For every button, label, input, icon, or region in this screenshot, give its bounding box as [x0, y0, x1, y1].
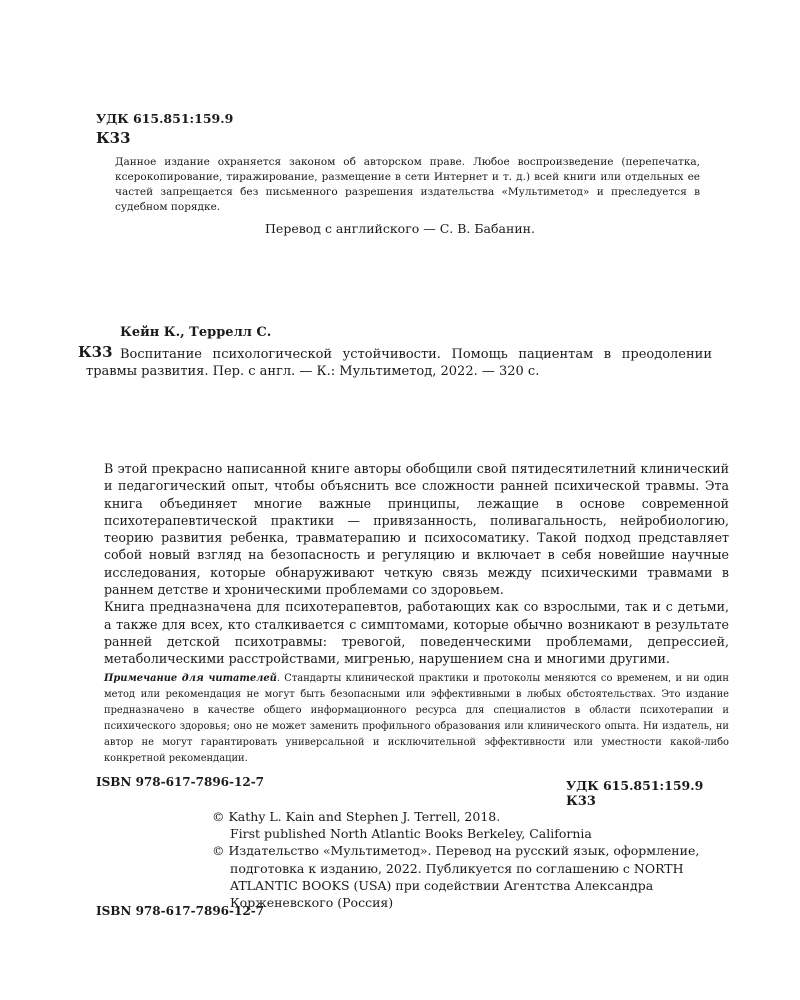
copyright-line: ATLANTIC BOOKS (USA) при содействии Агентства Александра: [230, 877, 654, 893]
biblio-author-mark: К33: [78, 343, 113, 361]
copyright-line: First published North Atlantic Books Berkeley, California: [230, 826, 592, 842]
copyright-line: Корженевского (Россия): [230, 895, 394, 911]
copyright-line: © Kathy L. Kain and Stephen J. Terrell, 2018.: [212, 809, 501, 824]
annotation-paragraph-2: Книга предназначена для психотерапевтов, работающих как со взрослыми, так и с детьми, а также для всех, кто сталкивается с симптомами, которые обычно возникают в результате ранней детской психотравмы: тревогой, поведенческими проблемами, депрессией, метаболическими расстройствами, мигренью, нарушением сна и многими другими.: [104, 599, 729, 667]
copyright-block: [212, 808, 700, 911]
annotation: [104, 460, 729, 668]
reader-note: [104, 671, 729, 767]
reader-note-text: . Стандарты клинической практики и протоколы меняются со временем, и ни один метод или рекомендация не могут быть безопасными или эффективными в любых обстоятельствах. Это издание предназначено в качестве общего информационного ресурса для специалистов в области психотерапии и психического здоровья; оно не может заменить профильного образования или клинического опыта. Ни издатель, ни автор не могут гарантировать универсальной и исключительной эффективности или уместности какой-либо конкретной рекомендации.: [104, 673, 729, 764]
authors: Кейн К., Террелл С.: [120, 325, 272, 340]
isbn-top: ISBN 978-617-7896-12-7: [96, 775, 265, 789]
biblio-publication-line: травмы развития. Пер. с англ. — К.: Мультиметод, 2022. — 320 с.: [86, 364, 540, 379]
copyright-line: подготовка к изданию, 2022. Публикуется по соглашению с NORTH: [230, 860, 684, 876]
udk-code: УДК 615.851:159.9: [96, 111, 234, 126]
copyright-line: © Издательство «Мультиметод». Перевод на русский язык, оформление,: [212, 843, 700, 859]
translator-credit: Перевод с английского — С. В. Бабанин.: [265, 221, 535, 236]
isbn-bottom: ISBN 978-617-7896-12-7: [96, 904, 265, 918]
reader-note-lead: Примечание для читателей: [104, 673, 277, 684]
annotation-paragraph-1: В этой прекрасно написанной книге авторы обобщили свой пятидесятилетний клинический и педагогический опыт, чтобы объяснить все сложности ранней психической травмы. Эта книга объединяет многие важные принципы, лежащие в основе современной психотерапевтической практики — привязанность, поливагальность, нейробиологию, теорию развития ребенка, травматерапию и психосоматику. Такой подход представляет собой новый взгляд на безопасность и регуляцию и включает в себя новейшие научные исследования, которые обнаруживают четкую связь между психическими травмами в раннем детстве и хроническими проблемами со здоровьем.: [104, 461, 729, 598]
author-mark: К33: [96, 129, 131, 147]
footer-author-mark: К33: [566, 794, 596, 809]
biblio-title-line: Воспитание психологической устойчивости. Помощь пациентам в преодолении: [120, 347, 712, 362]
copyright-notice: Данное издание охраняется законом об авторском праве. Любое воспроизведение (перепечатка, ксерокопирование, тиражирование, размещение в сети Интернет и т. д.) всей книги или отдельных ее частей запрещается без письменного разрешения издательства «Мультиметод» и преследуется в судебном порядке.: [115, 156, 700, 213]
footer-udk-code: УДК 615.851:159.9: [566, 778, 704, 793]
